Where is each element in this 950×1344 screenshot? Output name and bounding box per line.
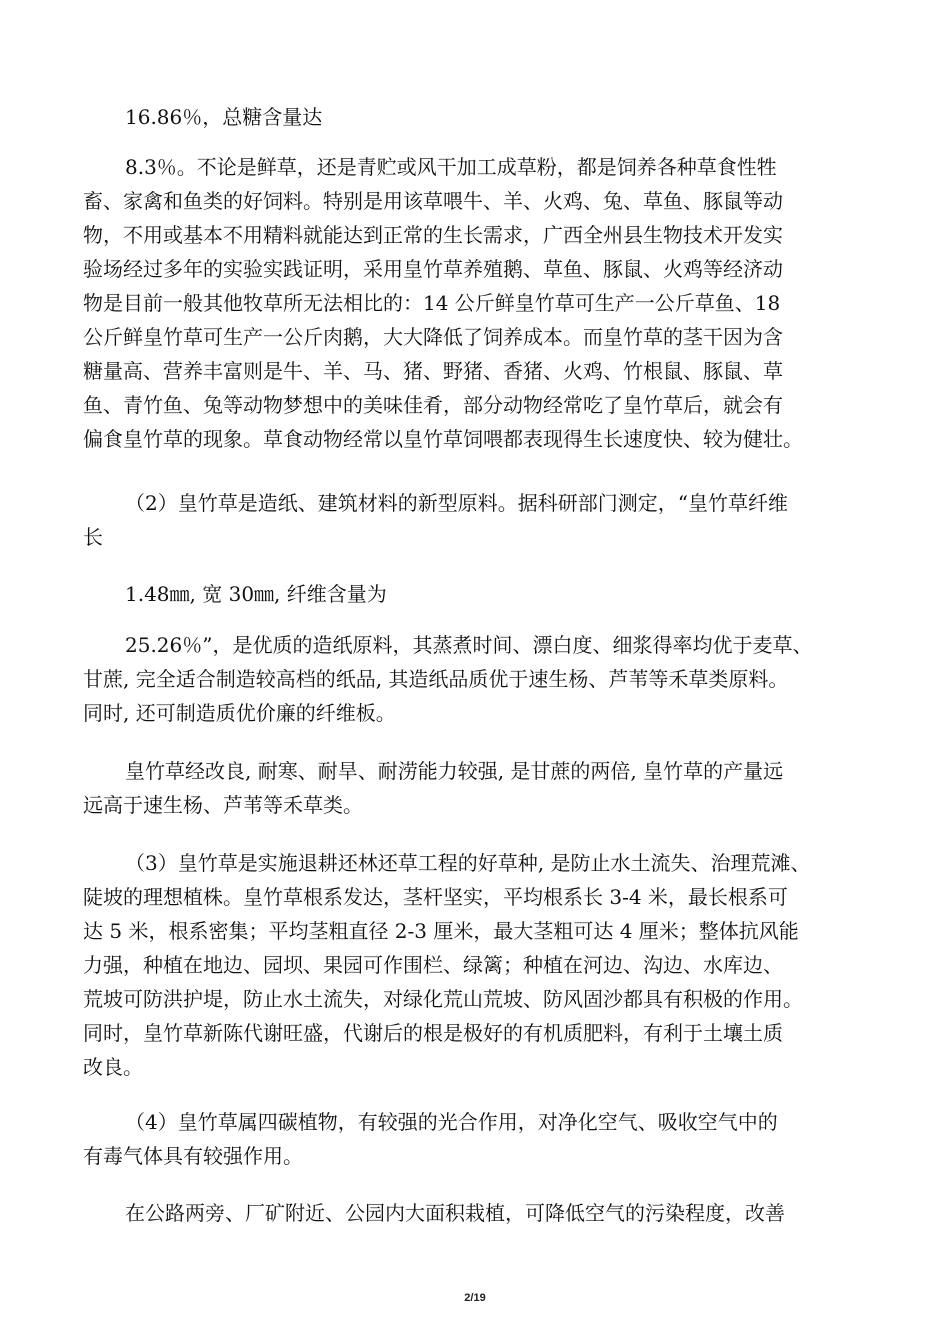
text-line: （3）皇竹草是实施退耕还林还草工程的好草种, 是防止水土流失、治理荒滩、 (125, 851, 811, 875)
text-line: 力强，种植在地边、园坝、果园可作围栏、绿篱；种植在河边、沟边、水库边、 (83, 953, 783, 977)
text-line: 改良。 (83, 1055, 143, 1079)
text-line: （2）皇竹草是造纸、建筑材料的新型原料。据科研部门测定，“皇竹草纤维 (125, 491, 788, 515)
text-line: 8.3％。不论是鲜草，还是青贮或风干加工成草粉，都是饲养各种草食性牲 (125, 155, 777, 179)
text-line: 16.86％，总糖含量达 (125, 105, 323, 129)
text-line: 糖量高、营养丰富则是牛、羊、马、猪、野猪、香猪、火鸡、竹根鼠、豚鼠、草 (83, 359, 783, 383)
paragraph-2 (83, 150, 883, 456)
text-line: 皇竹草经改良, 耐寒、耐旱、耐涝能力较强, 是甘蔗的两倍, 皇竹草的产量远 (125, 759, 784, 783)
text-line: 长 (83, 525, 103, 549)
text-line: 物是目前一般其他牧草所无法相比的：14 公斤鲜皇竹草可生产一公斤草鱼、18 (83, 291, 781, 315)
text-line: 同时，皇竹草新陈代谢旺盛，代谢后的根是极好的有机质肥料，有利于土壤土质 (83, 1021, 783, 1045)
paragraph-7 (83, 846, 883, 1084)
text-line: 远高于速生杨、芦苇等禾草类。 (83, 793, 363, 817)
page-number: 2/19 (464, 1292, 486, 1304)
text-line: 物，不用或基本不用精料就能达到正常的生长需求，广西全州县生物技术开发实 (83, 223, 783, 247)
text-line: 达 5 米，根系密集；平均茎粗直径 2-3 厘米，最大茎粗可达 4 厘米；整体抗风能 (83, 919, 799, 943)
text-line: 畜、家禽和鱼类的好饲料。特别是用该草喂牛、羊、火鸡、兔、草鱼、豚鼠等动 (83, 189, 783, 213)
text-line: 荒坡可防洪护堤，防止水土流失，对绿化荒山荒坡、防风固沙都具有积极的作用。 (83, 987, 803, 1011)
paragraph-3 (83, 486, 883, 554)
text-line: 公斤鲜皇竹草可生产一公斤肉鹅，大大降低了饲养成本。而皇竹草的茎干因为含 (83, 325, 783, 349)
paragraph-9 (83, 1196, 883, 1230)
text-line: 25.26％”，是优质的造纸原料，其蒸煮时间、漂白度、细浆得率均优于麦草、 (125, 633, 813, 657)
text-line: 1.48㎜, 宽 30㎜, 纤维含量为 (125, 582, 387, 606)
paragraph-6 (83, 754, 883, 822)
text-line: 同时, 还可制造质优价廉的纤维板。 (83, 701, 396, 725)
paragraph-4 (83, 577, 883, 611)
text-line: 验场经过多年的实验实践证明，采用皇竹草养殖鹅、草鱼、豚鼠、火鸡等经济动 (83, 257, 783, 281)
text-line: （4）皇竹草属四碳植物，有较强的光合作用，对净化空气、吸收空气中的 (125, 1110, 778, 1134)
text-line: 甘蔗, 完全适合制造较高档的纸品, 其造纸品质优于速生杨、芦苇等禾草类原料。 (83, 667, 789, 691)
text-line: 在公路两旁、厂矿附近、公园内大面积栽植，可降低空气的污染程度，改善 (125, 1201, 785, 1225)
text-line: 有毒气体具有较强作用。 (83, 1144, 303, 1168)
text-line: 偏食皇竹草的现象。草食动物经常以皇竹草饲喂都表现得生长速度快、较为健壮。 (83, 427, 803, 451)
text-line: 鱼、青竹鱼、兔等动物梦想中的美味佳肴，部分动物经常吃了皇竹草后，就会有 (83, 393, 783, 417)
paragraph-5 (83, 628, 883, 730)
text-line: 陡坡的理想植株。皇竹草根系发达，茎杆坚实，平均根系长 3-4 米，最长根系可 (83, 885, 788, 909)
paragraph-8 (83, 1105, 883, 1173)
paragraph-1 (83, 100, 883, 134)
